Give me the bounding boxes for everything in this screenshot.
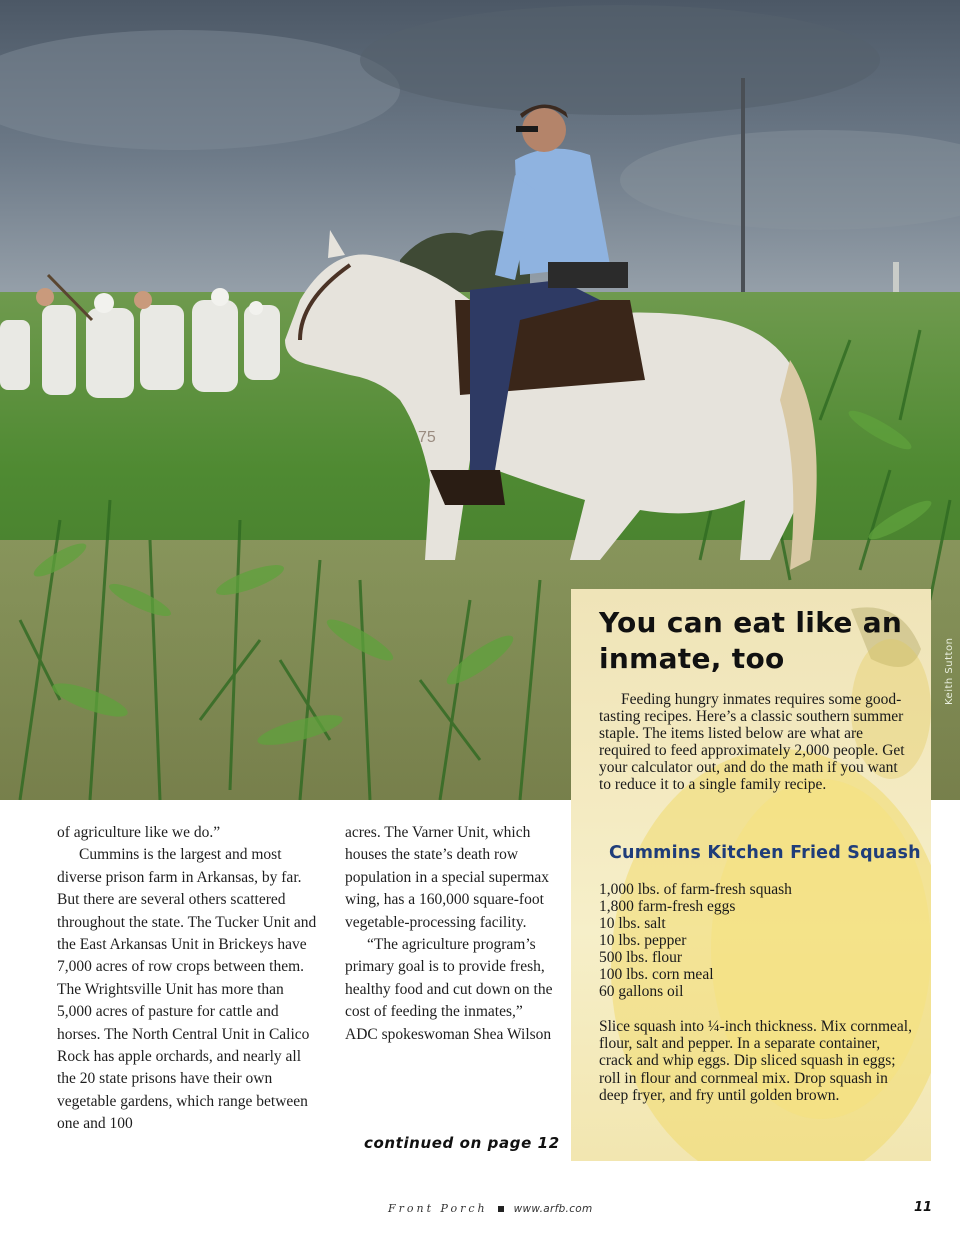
sidebar-title: You can eat like an inmate, too — [599, 606, 903, 675]
ingredient-item: 60 gallons oil — [599, 983, 684, 1000]
article-paragraph: “The agriculture program’s primary goal is to provide fresh, healthy food and cut down on the cost of feeding the inmates,” ADC spokeswoman Shea Wilson — [345, 936, 553, 1043]
continued-link[interactable]: continued on page 12 — [364, 1134, 560, 1152]
ingredient-item: 500 lbs. flour — [599, 949, 683, 966]
recipe-sidebar — [571, 589, 931, 1161]
article-column-1 — [57, 822, 321, 1136]
sidebar-intro-text: Feeding hungry inmates requires some good-tasting recipes. Here’s a classic southern summer staple. The items listed below are what are required to feed approximately 2,000 people. Get your calculator out, and do the math if you want to reduce it to a single family recipe. — [599, 691, 905, 793]
ingredient-item: 1,800 farm-fresh eggs — [599, 898, 736, 915]
square-bullet-icon — [498, 1206, 504, 1212]
photo-credit: Keith Sutton — [944, 637, 955, 705]
ingredient-list — [599, 881, 792, 1000]
sidebar-intro — [599, 691, 911, 793]
page-footer — [388, 1202, 593, 1215]
ingredient-item: 10 lbs. salt — [599, 915, 666, 932]
ingredient-item: 100 lbs. corn meal — [599, 966, 714, 983]
website-link[interactable]: www.arfb.com — [513, 1203, 593, 1215]
article-column-2 — [345, 822, 555, 1046]
ingredient-item: 10 lbs. pepper — [599, 932, 687, 949]
ingredient-item: 1,000 lbs. of farm-fresh squash — [599, 881, 792, 898]
article-paragraph: acres. The Varner Unit, which houses the state’s death row population in a special supermax wing, has a 160,000 square-foot vegetable-processing facility. — [345, 824, 550, 931]
page-number: 11 — [914, 1200, 933, 1215]
recipe-directions: Slice squash into ¼-inch thickness. Mix cornmeal, flour, salt and pepper. In a separate container, crack and whip eggs. Dip sliced squash in eggs; roll in flour and cornmeal mix. Drop squash in deep fryer, and fry until golden brown. — [599, 1018, 912, 1104]
recipe-title: Cummins Kitchen Fried Squash — [609, 843, 921, 863]
publication-name: Front Porch — [388, 1202, 488, 1215]
article-paragraph: Cummins is the largest and most diverse prison farm in Arkansas, by far. But there are several others scattered throughout the state. The Tucker Unit and the East Arkansas Unit in Brickeys have 7,000 acres of row crops between them. The Wrightsville Unit has more than 5,000 acres of pasture for cattle and horses. The North Central Unit in Calico Rock has apple orchards, and nearly all the 20 state prisons have their own vegetable gardens, which range between one and 100 — [57, 846, 317, 1133]
article-paragraph: of agriculture like we do.” — [57, 824, 221, 841]
horse-number: 75 — [418, 429, 436, 446]
